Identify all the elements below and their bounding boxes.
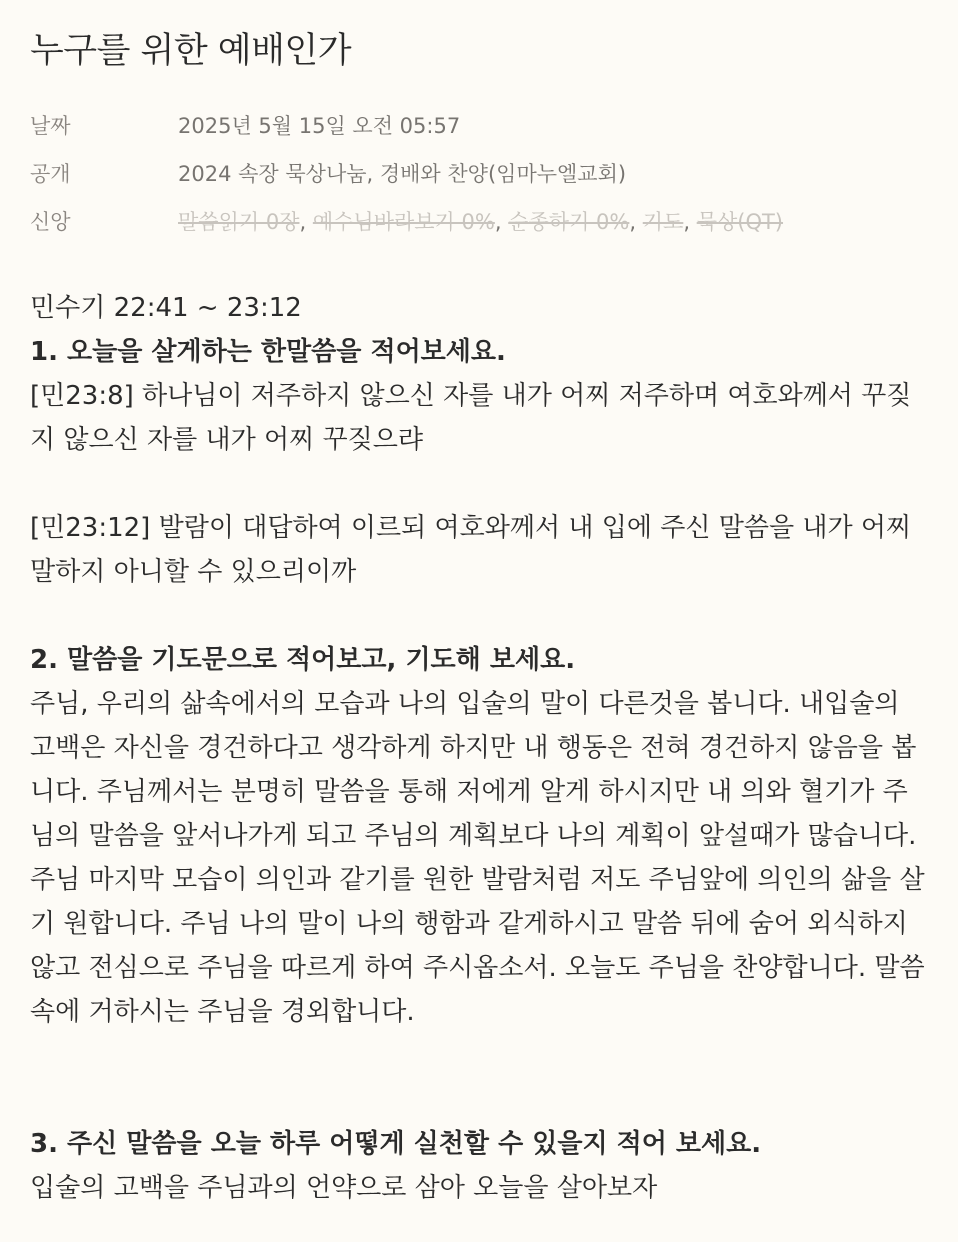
faith-tag[interactable]: 순종하기 0% <box>508 210 630 234</box>
faith-tag[interactable]: 기도 <box>642 210 684 234</box>
question-1-verse-2: [민23:12] 발람이 대답하여 이르되 여호와께서 내 입에 주신 말씀을 내가 어찌 말하지 아니할 수 있으리이까 <box>30 513 912 587</box>
tag-separator: , <box>494 210 502 234</box>
property-date[interactable] <box>30 112 928 160</box>
tag-separator: , <box>629 210 637 234</box>
tag-separator: , <box>299 210 307 234</box>
property-label-faith: 신앙 <box>30 210 71 234</box>
property-faith[interactable] <box>30 208 928 256</box>
page-title[interactable]: 누구를 위한 예배인가 <box>30 31 352 71</box>
question-1-verse-1: [민23:8] 하나님이 저주하지 않으신 자를 내가 어찌 저주하며 여호와께서 꾸짖지 않으신 자를 내가 어찌 꾸짖으랴 <box>30 381 912 455</box>
question-1-heading: 1. 오늘을 살게하는 한말씀을 적어보세요. <box>30 337 506 367</box>
properties-panel <box>30 112 928 256</box>
property-value-date[interactable]: 2025년 5월 15일 오전 05:57 <box>178 114 461 138</box>
question-2-prayer: 주님, 우리의 삶속에서의 모습과 나의 입술의 말이 다른것을 봅니다. 내입술의 고백은 자신을 경건하다고 생각하게 하지만 내 행동은 전혀 경건하지 않음을 봅니다. 주님께서는 분명히 말씀을 통해 저에게 알게 하시지만 내 의와 혈기가 주님의 말씀을 앞서나가게 되고 주님의 계획보다 나의 계획이 앞설때가 많습니다. 주님 마지막 모습이 의인과 같기를 원한 발람처럼 저도 주님앞에 의인의 삶을 살기 원합니다. 주님 나의 말이 나의 행함과 같게하시고 말씀 뒤에 숨어 외식하지 않고 전심으로 주님을 따르게 하여 주시옵소서. 오늘도 주님을 찬양합니다. 말씀속에 거하시는 주님을 경외합니다. <box>30 689 925 1027</box>
empty-line <box>30 594 928 638</box>
question-3-heading: 3. 주신 말씀을 오늘 하루 어떻게 실천할 수 있을지 적어 보세요. <box>30 1129 762 1159</box>
property-label-date: 날짜 <box>30 114 71 138</box>
property-value-public[interactable]: 2024 속장 묵상나눔, 경배와 찬양(임마누엘교회) <box>178 162 627 186</box>
passage-reference: 민수기 22:41 ~ 23:12 <box>30 293 302 323</box>
note-body[interactable] <box>30 286 928 1210</box>
faith-tag[interactable]: 예수님바라보기 0% <box>312 210 495 234</box>
property-value-faith[interactable] <box>178 208 783 236</box>
tag-separator: , <box>683 210 690 234</box>
question-3-answer: 입술의 고백을 주님과의 언약으로 삼아 오늘을 살아보자 <box>30 1173 658 1203</box>
question-2-heading: 2. 말씀을 기도문으로 적어보고, 기도해 보세요. <box>30 645 576 675</box>
empty-line <box>30 462 928 506</box>
empty-line <box>30 1034 928 1122</box>
faith-tag[interactable]: 말씀읽기 0장 <box>178 210 300 234</box>
property-label-public: 공개 <box>30 162 71 186</box>
faith-tag[interactable]: 묵상(QT) <box>696 210 784 234</box>
property-public[interactable] <box>30 160 928 208</box>
